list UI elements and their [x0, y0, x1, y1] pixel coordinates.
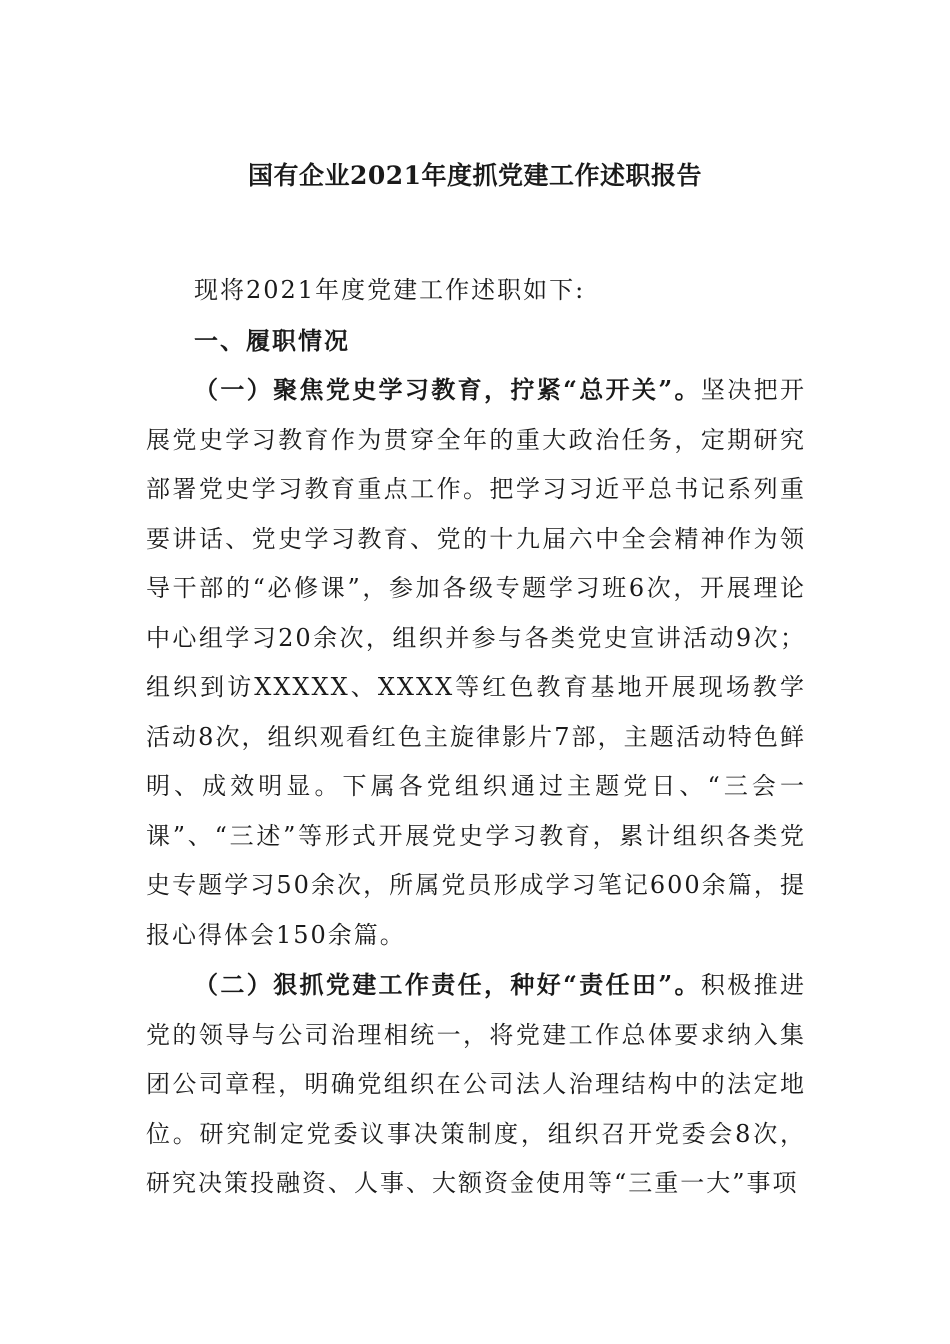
paragraph-2: [146, 960, 806, 1209]
paragraph-1: [146, 365, 806, 960]
paragraph-2-body: 积极推进党的领导与公司治理相统一，将党建工作总体要求纳入集团公司章程，明确党组织在公司法人治理结构中的法定地位。研究制定党委议事决策制度，组织召开党委会8次，研究决策投融资、人事、大额资金使用等“三重一大”事项: [146, 971, 807, 1197]
paragraph-1-body: 坚决把开展党史学习教育作为贯穿全年的重大政治任务，定期研究部署党史学习教育重点工作。把学习习近平总书记系列重要讲话、党史学习教育、党的十九届六中全会精神作为领导干部的“必修课”，参加各级专题学习班6次，开展理论中心组学习20余次，组织并参与各类党史宣讲活动9次；组织到访XXXXX、XXXX等红色教育基地开展现场教学活动8次，组织观看红色主旋律影片7部，主题活动特色鲜明、成效明显。下属各党组织通过主题党日、“三会一课”、“三述”等形式开展党史学习教育，累计组织各类党史专题学习50余次，所属党员形成学习笔记600余篇，提报心得体会150余篇。: [146, 376, 807, 949]
document-body: [146, 266, 806, 1209]
paragraph-2-lead: （二）狠抓党建工作责任，种好“责任田”。: [194, 970, 701, 999]
paragraph-1-lead: （一）聚焦党史学习教育，拧紧“总开关”。: [194, 375, 701, 404]
intro-paragraph: 现将2021年度党建工作述职如下:: [194, 276, 586, 304]
document-title: 国有企业2021年度抓党建工作述职报告: [247, 161, 703, 190]
section-heading: 一、履职情况: [194, 325, 350, 355]
